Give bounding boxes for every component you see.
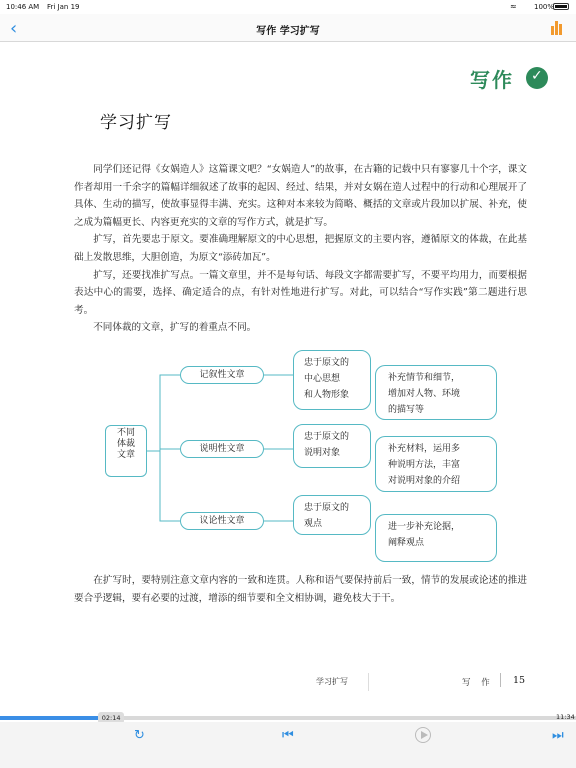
principle-line: 忠于原文的 [304,503,350,513]
wifi-icon: ≈ [510,2,517,11]
paragraph: 同学们还记得《女娲造人》这篇课文吧？“女娲造人”的故事，在古籍的记载中只有寥寥几十个字，课文作者却用一千余字的篇幅详细叙述了故事的起因、经过、结果，并对女娲在造人过程中的行动和心理展开了具体、生动的描写，使故事显得丰满、充实。这种对本来较为简略、概括的文章或片段加以扩展、补充，使之成为篇幅更长、内容更充实的文章的写作方式，就是扩写。 [74,164,527,228]
page-title: 写作 学习扩写 [256,26,320,37]
principle-line: 和人物形象 [304,390,350,400]
chevron-left-icon: ‹ [10,18,18,39]
previous-icon[interactable]: ⏮ [282,728,294,743]
paragraph: 扩写，首先要忠于原文。要准确理解原文的中心思想，把握原文的主要内容，遵循原文的体裁，在此基础上发散思维，大胆创造，为原文“添砖加瓦”。 [74,234,527,263]
status-time: 10:46 AM [6,3,40,11]
repeat-icon[interactable]: ↻ [134,728,145,743]
method-line: 补充情节和细节， [388,373,461,383]
battery-percent: 100% [534,3,555,11]
brand-text: 写作 [470,68,514,92]
audio-progress-bar[interactable] [0,716,576,720]
paragraph: 不同体裁的文章，扩写的着重点不同。 [93,322,257,334]
play-icon[interactable] [415,727,431,743]
root-line: 不同 [116,428,135,438]
method-expository [375,436,497,492]
principle-line: 观点 [304,519,323,529]
method-line: 补充材料，运用多 [388,444,461,454]
battery-icon [553,3,569,10]
principle-line: 忠于原文的 [304,358,350,368]
root-line: 文章 [116,450,135,460]
method-line: 进一步补充论据， [388,522,461,532]
paragraph: 在扩写时，要特别注意文章内容的一致和连贯。人称和语气要保持前后一致，情节的发展或论述的推进要合乎逻辑，要有必要的过渡，增添的细节要和全文相协调，避免枝大于干。 [74,575,527,604]
closing-text [74,572,527,607]
footer-divider [500,673,501,687]
paragraph: 扩写，还要找准扩写点。一篇文章里，并不是每句话、每段文字都需要扩写，不要平均用力，而要根据表达中心的需要，选择、确定适合的点，有针对性地进行扩写。对此，可以结合“写作实践”第二题进行思考。 [74,269,527,316]
player-controls [0,722,576,768]
method-line: 增加对人物、环境 [388,389,461,399]
diagram-root [105,425,147,477]
total-time: 11:34 [556,713,575,721]
genre-diagram [0,340,576,570]
method-argumentative [375,514,497,562]
bars-icon[interactable] [551,21,565,35]
method-line: 阐释观点 [388,538,425,548]
section-heading: 学习扩写 [100,113,172,133]
category-argumentative: 议论性文章 [180,512,264,530]
root-line: 体裁 [116,439,135,449]
method-line: 对说明对象的介绍 [388,476,461,486]
principle-expository [293,424,371,468]
page-number: 15 [513,675,526,686]
category-expository: 说明性文章 [180,440,264,458]
principle-line: 中心思想 [304,374,341,384]
method-line: 种说明方法，丰富 [388,460,461,470]
method-narrative [375,365,497,420]
principle-argumentative [293,495,371,535]
status-bar [0,0,576,14]
check-logo-icon [526,67,548,89]
principle-line: 忠于原文的 [304,432,350,442]
status-date: Fri Jan 19 [47,3,80,11]
method-line: 的描写等 [388,405,425,415]
principle-narrative [293,350,371,410]
body-text [74,161,527,337]
footer-divider [368,673,369,691]
footer-section-name: 学习扩写 [316,677,348,686]
footer-unit-name: 写 作 [462,678,494,688]
section-brand [470,64,514,93]
progress-fill [0,716,111,720]
principle-line: 说明对象 [304,448,341,458]
nav-bar [0,14,576,42]
progress-handle[interactable]: 02:14 [98,712,124,724]
next-icon[interactable]: ⏭ [552,728,564,743]
category-narrative: 记叙性文章 [180,366,264,384]
